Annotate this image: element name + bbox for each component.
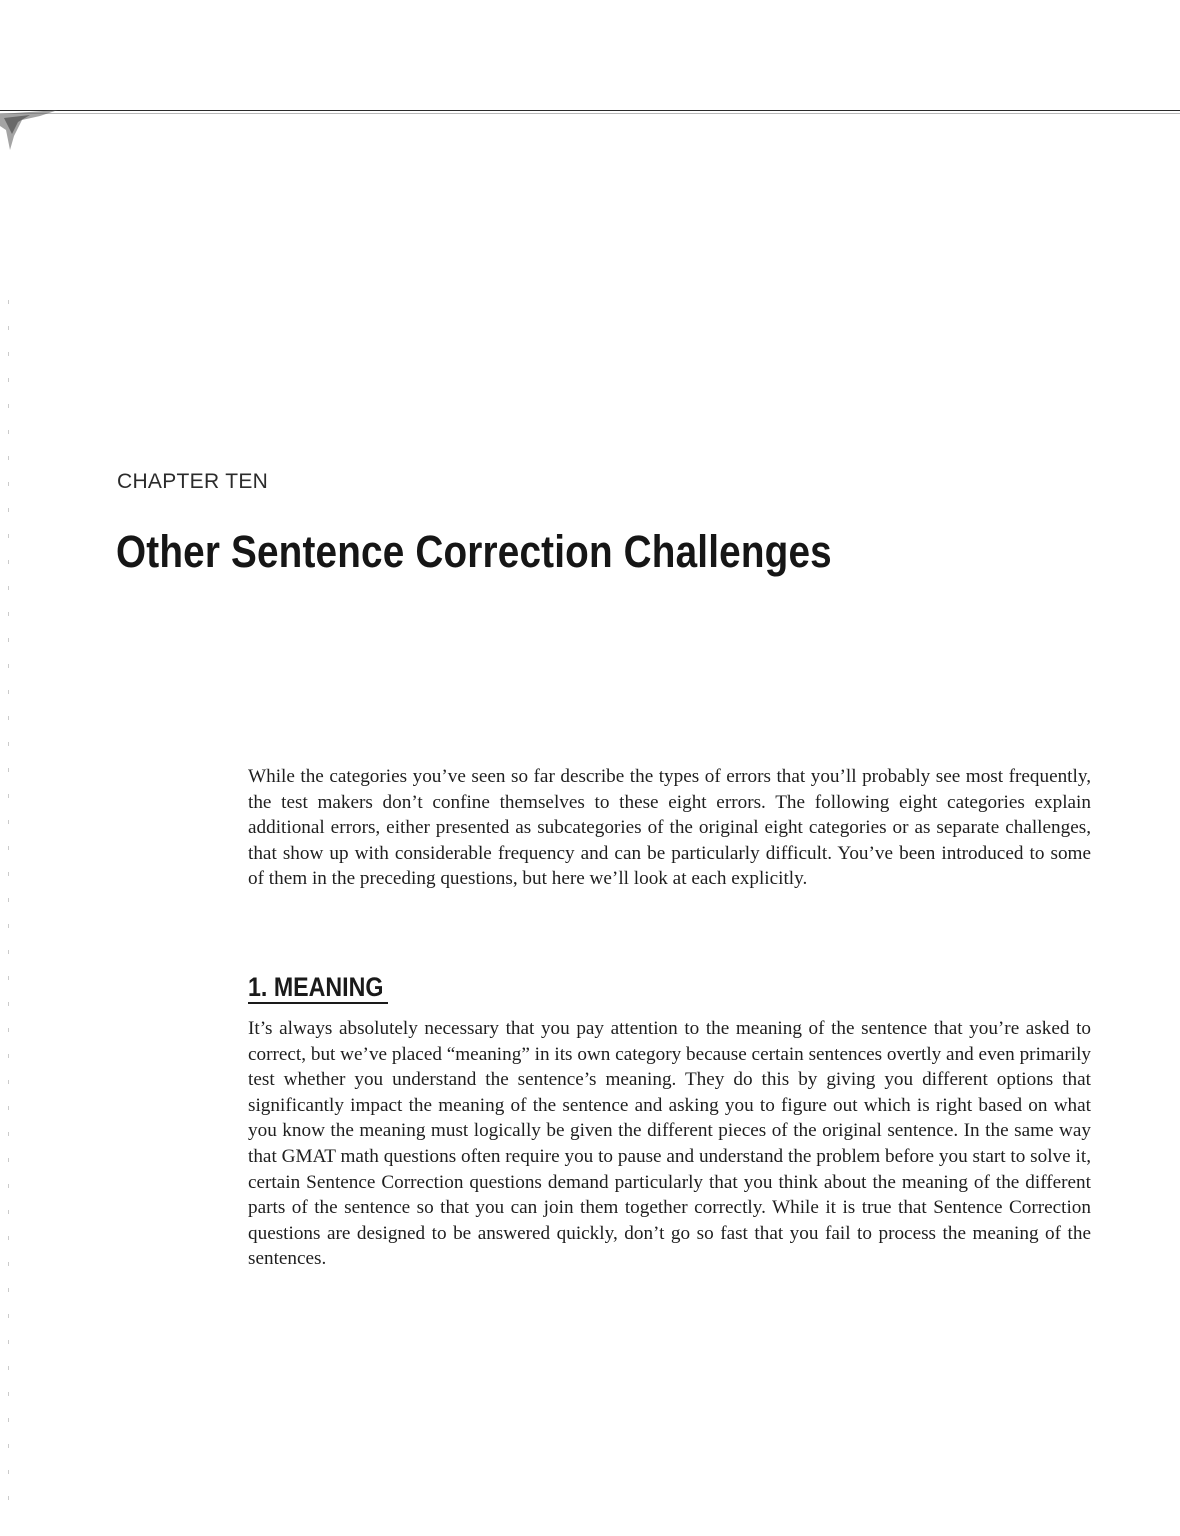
scan-left-edge bbox=[8, 300, 9, 1500]
chapter-title: Other Sentence Correction Challenges bbox=[116, 526, 832, 577]
scan-top-rule bbox=[0, 110, 1180, 111]
section-heading-underline bbox=[248, 1002, 388, 1004]
scan-top-rule-shadow bbox=[0, 113, 1180, 114]
scan-corner-smudge bbox=[0, 106, 60, 156]
section-body-meaning: It’s always absolutely necessary that you pay attention to the meaning of the sentence that you’re asked to correct, but we’ve placed “meaning” in its own category because certain sentences overtly and even primarily test whether you understand the sentence’s meaning. They do this by giving you different options that significantly impact the meaning of the sentence and asking you to figure out which is right based on what you know the meaning must logically be given the different pieces of the original sentence. In the same way that GMAT math questions often require you to pause and understand the problem before you start to solve it, certain Sentence Correction questions demand particularly that you think about the meaning of the different parts of the sentence so that you can join them together correctly. While it is true that Sentence Correction questions are designed to be answered quickly, don’t go so fast that you fail to process the meaning of the sentences. bbox=[248, 1018, 1091, 1270]
section-heading-meaning: 1. MEANING bbox=[248, 972, 384, 1002]
intro-paragraph: While the categories you’ve seen so far describe the types of errors that you’ll probably see most frequently, the test makers don’t confine themselves to these eight errors. The following eight categories explain additional errors, either presented as subcategories of the original eight categories or as separate challenges, that show up with considerable frequency and can be particularly difficult. You’ve been introduced to some of them in the preceding questions, but here we’ll look at each explicitly. bbox=[248, 766, 1091, 890]
chapter-label: CHAPTER TEN bbox=[117, 470, 269, 493]
